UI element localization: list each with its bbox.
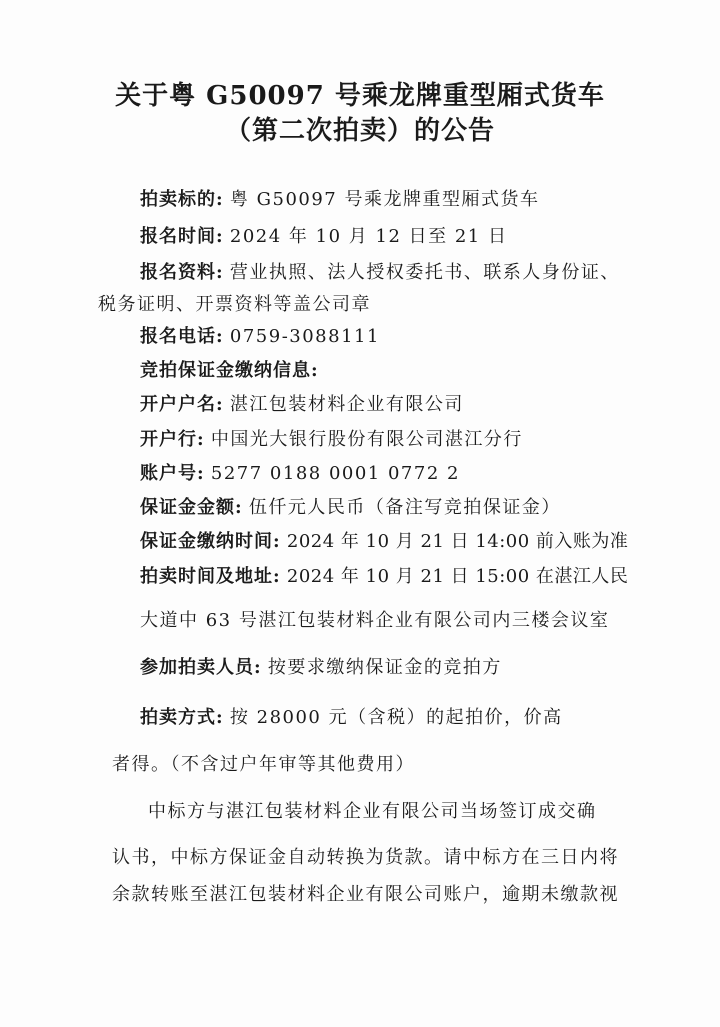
auction-time-place-value: 2024 年 10 月 21 日 15:00 在湛江人民 [286,566,629,587]
account-name-value: 湛江包装材料企业有限公司 [229,394,464,415]
bank-value: 中国光大银行股份有限公司湛江分行 [210,429,523,450]
deposit-info-label: 竞拍保证金缴纳信息: [140,360,319,381]
reg-phone-label: 报名电话: [140,326,224,347]
deposit-deadline-label: 保证金缴纳时间: [140,531,281,552]
auction-method-value: 按 28000 元（含税）的起拍价，价高 [229,707,563,728]
deposit-amount-row [140,493,561,519]
document-title-line2: （第二次拍卖）的公告 [224,116,495,146]
auction-method-value-cont: 者得。（不含过户年审等其他费用） [112,754,415,775]
reg-time-row [140,222,507,248]
paragraph-line-3: 余款转账至湛江包装材料企业有限公司账户，逾期未缴款视 [112,884,619,905]
reg-docs-value: 营业执照、法人授权委托书、联系人身份证、 [229,262,620,283]
reg-docs-value-cont: 税务证明、开票资料等盖公司章 [98,294,371,315]
auction-method-row [140,703,563,729]
reg-phone-value: 0759-3088111 [229,326,380,347]
auction-time-place-label: 拍卖时间及地址: [140,566,281,587]
paragraph-line-1: 中标方与湛江包装材料企业有限公司当场签订成交确 [148,801,597,822]
participants-row [140,653,502,679]
account-no-label: 账户号: [140,463,205,484]
deposit-deadline-row [140,527,628,553]
reg-docs-row [140,258,620,284]
account-name-label: 开户户名: [140,394,224,415]
subject-row [140,185,539,211]
account-no-row [140,459,460,485]
deposit-info-row [140,356,319,382]
auction-method-label: 拍卖方式: [140,707,224,728]
deposit-deadline-value: 2024 年 10 月 21 日 14:00 前入账为准 [286,531,629,552]
subject-value: 粤 G50097 号乘龙牌重型厢式货车 [229,189,540,210]
reg-time-value: 2024 年 10 月 12 日至 21 日 [229,226,508,247]
auction-time-place-value-cont: 大道中 63 号湛江包装材料企业有限公司内三楼会议室 [140,610,610,631]
account-name-row [140,390,464,416]
paragraph-line-2: 认书，中标方保证金自动转换为货款。请中标方在三日内将 [112,847,619,868]
document-title-line1: 关于粤 G50097 号乘龙牌重型厢式货车 [115,81,605,111]
participants-label: 参加拍卖人员: [140,657,262,678]
auction-time-place-row [140,562,628,588]
reg-docs-label: 报名资料: [140,262,224,283]
bank-row [140,425,523,451]
reg-time-label: 报名时间: [140,226,224,247]
subject-label: 拍卖标的: [140,189,224,210]
reg-phone-row [140,322,380,348]
account-no-value: 5277 0188 0001 0772 2 [210,463,460,484]
deposit-amount-label: 保证金金额: [140,497,243,518]
bank-label: 开户行: [140,429,205,450]
participants-value: 按要求缴纳保证金的竞拍方 [267,657,502,678]
deposit-amount-value: 伍仟元人民币（备注写竞拍保证金） [248,497,561,518]
